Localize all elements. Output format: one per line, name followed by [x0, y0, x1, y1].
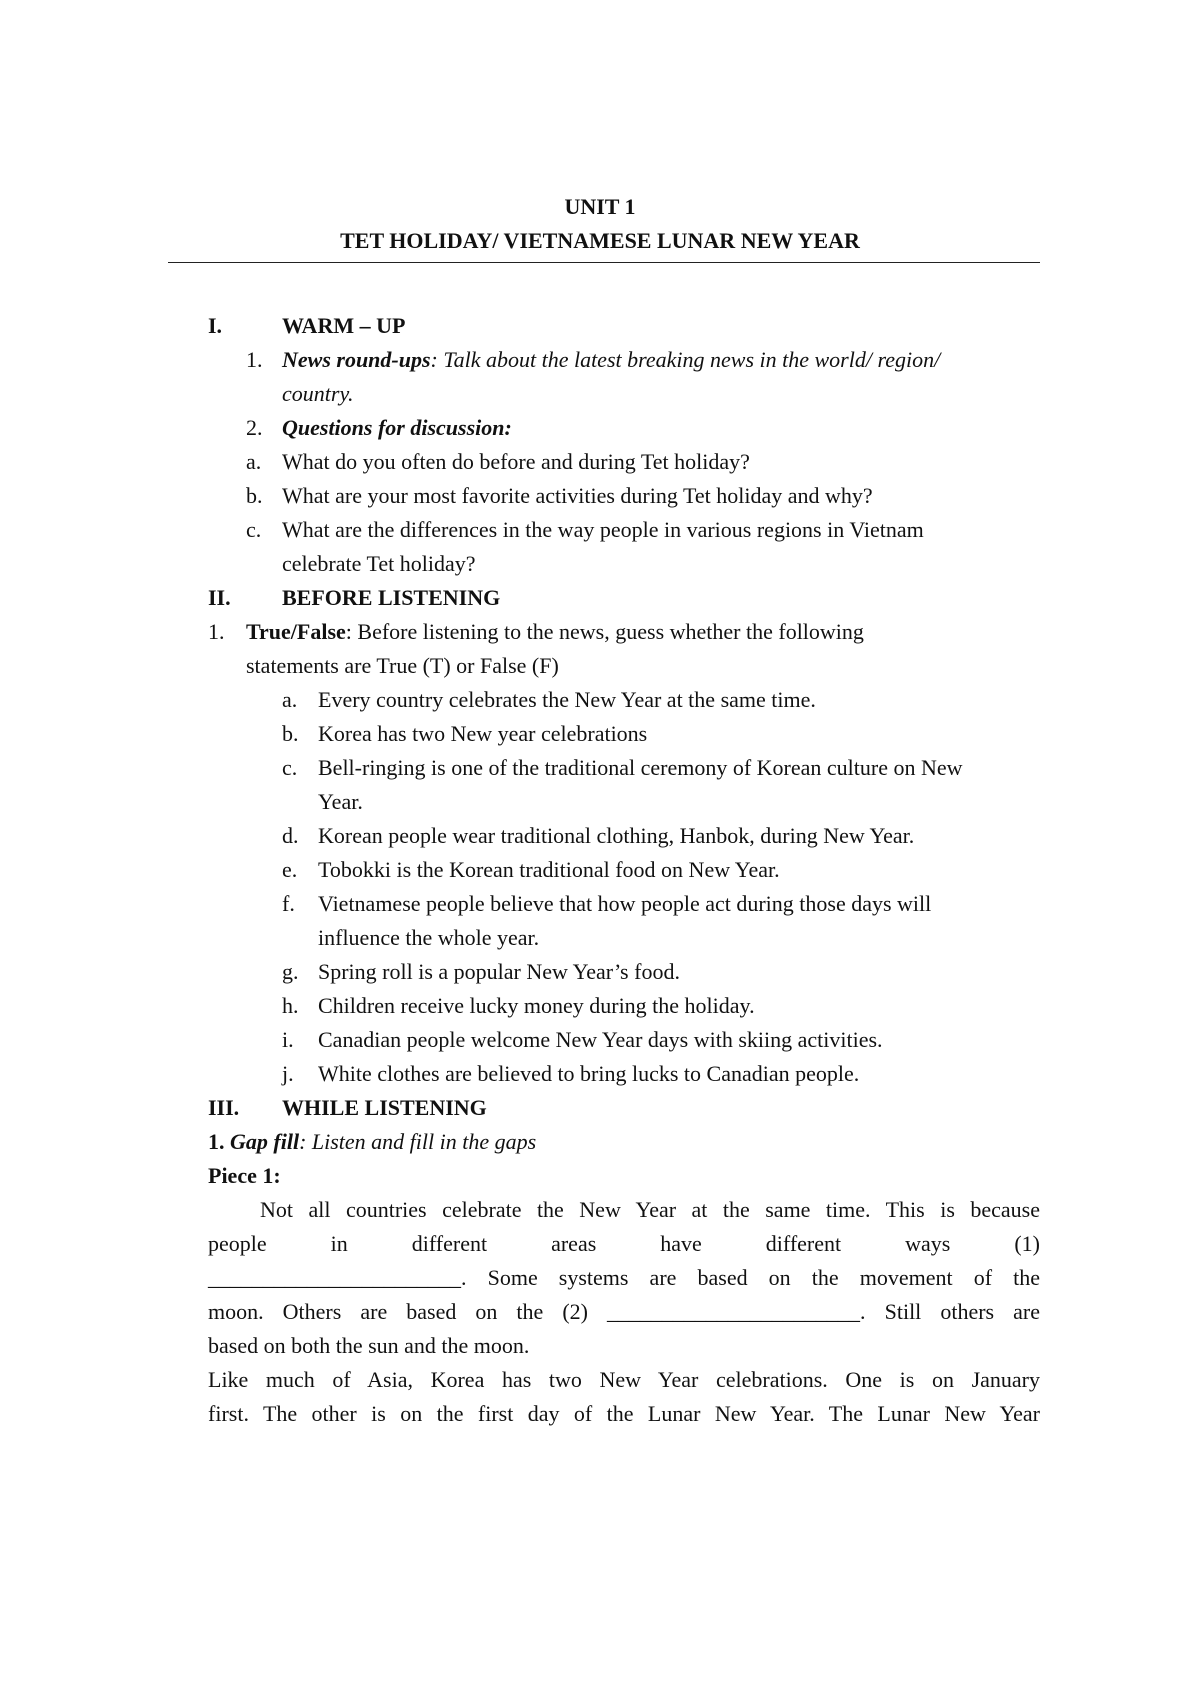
- section-1-number: I.: [208, 313, 223, 338]
- statement-letter: b.: [282, 721, 299, 746]
- before-item-1-cont: statements are True (T) or False (F): [246, 653, 559, 678]
- statement-text: Every country celebrates the New Year at the same time.: [318, 687, 816, 712]
- warmup-item-1-label: News round-ups: [282, 347, 431, 372]
- statement-text: Spring roll is a popular New Year’s food.: [318, 959, 680, 984]
- warmup-item-2-label: Questions for discussion:: [282, 415, 512, 440]
- warmup-item-1: [282, 349, 940, 371]
- section-3-heading: WHILE LISTENING: [282, 1095, 487, 1120]
- passage-line: Not all countries celebrate the New Year at the same time. This is because: [260, 1197, 1040, 1222]
- section-2-heading: BEFORE LISTENING: [282, 585, 501, 610]
- statement-text: Children receive lucky money during the holiday.: [318, 993, 755, 1018]
- question-a-letter: a.: [246, 449, 262, 474]
- before-item-1-number: 1.: [208, 619, 225, 644]
- section-1-heading: WARM – UP: [282, 313, 406, 338]
- question-b-text: What are your most favorite activities during Tet holiday and why?: [282, 483, 873, 508]
- statement-text: Tobokki is the Korean traditional food on New Year.: [318, 857, 780, 882]
- statement-letter: f.: [282, 891, 295, 916]
- statement-letter: e.: [282, 857, 298, 882]
- statement-letter: i.: [282, 1027, 294, 1052]
- while-item-1: [230, 1131, 536, 1153]
- question-c-cont: celebrate Tet holiday?: [282, 551, 476, 576]
- statement-letter: d.: [282, 823, 299, 848]
- unit-title: TET HOLIDAY/ VIETNAMESE LUNAR NEW YEAR: [340, 228, 860, 253]
- before-item-1: [246, 621, 864, 643]
- section-3-number: III.: [208, 1095, 240, 1120]
- warmup-item-1-cont: country.: [282, 381, 354, 406]
- statement-text: Korean people wear traditional clothing, Hanbok, during New Year.: [318, 823, 915, 848]
- question-c-letter: c.: [246, 517, 262, 542]
- question-a-text: What do you often do before and during Tet holiday?: [282, 449, 750, 474]
- statement-text: Korea has two New year celebrations: [318, 721, 648, 746]
- passage-line: based on both the sun and the moon.: [208, 1333, 530, 1358]
- statement-letter: j.: [282, 1061, 294, 1086]
- before-item-1-text: : Before listening to the news, guess whether the following: [345, 619, 864, 644]
- passage-line: _______________________. Some systems are based on the movement of the: [208, 1265, 1040, 1290]
- statement-letter: h.: [282, 993, 299, 1018]
- passage-line: people in different areas have different ways (1): [208, 1231, 1040, 1256]
- warmup-item-2-number: 2.: [246, 415, 263, 440]
- warmup-item-1-text: : Talk about the latest breaking news in the world/ region/: [430, 347, 941, 372]
- statement-text: White clothes are believed to bring lucks to Canadian people.: [318, 1061, 860, 1086]
- section-2-number: II.: [208, 585, 231, 610]
- while-item-1-label: Gap fill: [230, 1129, 300, 1154]
- statement-text: Canadian people welcome New Year days with skiing activities.: [318, 1027, 883, 1052]
- before-item-1-label: True/False: [246, 619, 346, 644]
- statement-letter: g.: [282, 959, 299, 984]
- statement-letter: c.: [282, 755, 298, 780]
- passage-line: Like much of Asia, Korea has two New Year celebrations. One is on January: [208, 1367, 1040, 1392]
- question-c-text: What are the differences in the way people in various regions in Vietnam: [282, 517, 924, 542]
- title-divider: [168, 262, 1040, 263]
- statement-text: Vietnamese people believe that how people act during those days will: [318, 891, 932, 916]
- question-b-letter: b.: [246, 483, 263, 508]
- passage-line: moon. Others are based on the (2) _______________________. Still others are: [208, 1299, 1040, 1324]
- warmup-item-1-number: 1.: [246, 347, 263, 372]
- statement-text: Bell-ringing is one of the traditional ceremony of Korean culture on New: [318, 755, 963, 780]
- unit-number: UNIT 1: [564, 194, 636, 219]
- statement-text-cont: influence the whole year.: [318, 925, 540, 950]
- passage-line: first. The other is on the first day of the Lunar New Year. The Lunar New Year: [208, 1401, 1040, 1426]
- piece-label: Piece 1:: [208, 1163, 281, 1188]
- statement-text-cont: Year.: [318, 789, 363, 814]
- while-item-1-number: 1.: [208, 1129, 225, 1154]
- statement-letter: a.: [282, 687, 298, 712]
- while-item-1-text: : Listen and fill in the gaps: [299, 1129, 537, 1154]
